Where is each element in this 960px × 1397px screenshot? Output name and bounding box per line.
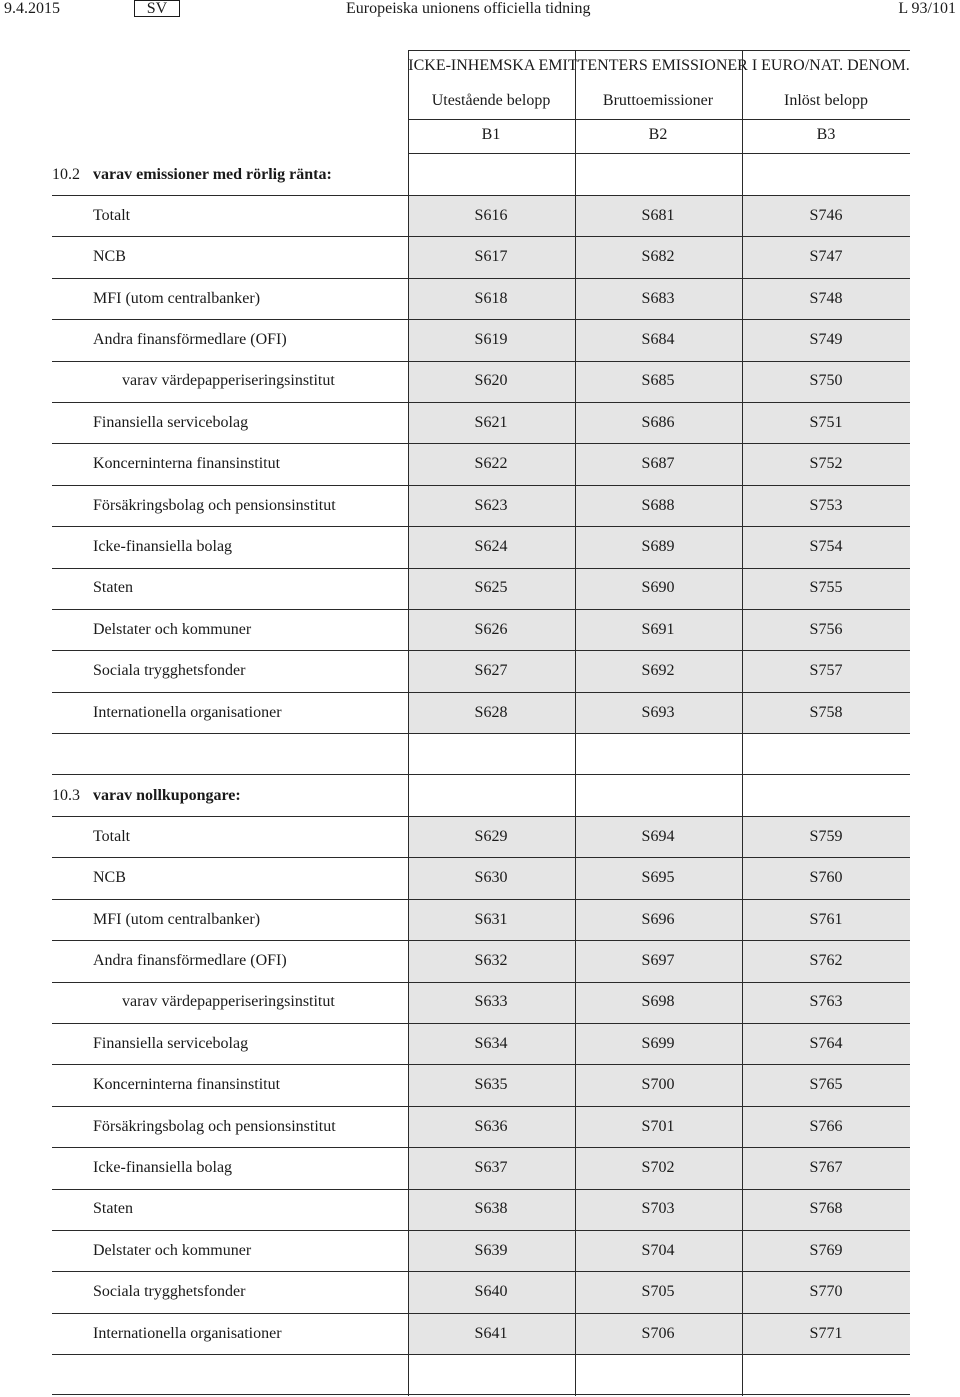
header-journal-title: Europeiska unionens officiella tidning bbox=[346, 0, 591, 17]
section-number: 10.2 bbox=[52, 166, 80, 183]
code-cell: S705 bbox=[641, 1283, 675, 1301]
column-divider-2 bbox=[575, 50, 576, 1396]
code-cell: S639 bbox=[474, 1241, 508, 1259]
code-cell: S700 bbox=[641, 1076, 675, 1094]
header-date: 9.4.2015 bbox=[4, 0, 60, 17]
column-code-3: B3 bbox=[816, 126, 836, 143]
row-label: Sociala trygghetsfonder bbox=[93, 1283, 246, 1301]
code-cell: S620 bbox=[474, 372, 508, 390]
code-cell: S750 bbox=[809, 372, 843, 390]
code-cell: S624 bbox=[474, 537, 508, 555]
row-border bbox=[52, 609, 910, 610]
code-cell: S691 bbox=[641, 620, 675, 638]
code-cell: S763 bbox=[809, 993, 843, 1011]
row-border bbox=[52, 899, 910, 900]
row-border bbox=[52, 982, 910, 983]
code-cell: S760 bbox=[809, 869, 843, 887]
code-cell: S747 bbox=[809, 248, 843, 266]
row-label: Sociala trygghetsfonder bbox=[93, 662, 246, 680]
row-label: NCB bbox=[93, 248, 126, 266]
row-border bbox=[52, 236, 910, 237]
code-cell: S694 bbox=[641, 827, 675, 845]
code-cell: S768 bbox=[809, 1200, 843, 1218]
code-cell: S703 bbox=[641, 1200, 675, 1218]
column-header-1: Utestående belopp bbox=[431, 92, 551, 109]
column-code-1: B1 bbox=[481, 126, 501, 143]
code-cell: S695 bbox=[641, 869, 675, 887]
code-cell: S702 bbox=[641, 1158, 675, 1176]
column-divider-3 bbox=[742, 50, 743, 1396]
row-border bbox=[52, 526, 910, 527]
row-border bbox=[52, 278, 910, 279]
code-cell: S637 bbox=[474, 1158, 508, 1176]
code-cell: S696 bbox=[641, 910, 675, 928]
code-cell: S757 bbox=[809, 662, 843, 680]
header-divider bbox=[408, 119, 910, 120]
row-label: Internationella organisationer bbox=[93, 703, 282, 721]
code-cell: S621 bbox=[474, 413, 508, 431]
row-border bbox=[52, 940, 910, 941]
row-border bbox=[52, 1189, 910, 1190]
group-header-label: ICKE-INHEMSKA EMITTENTERS EMISSIONER I EURO/NAT. DENOM. bbox=[408, 57, 910, 74]
row-border bbox=[52, 568, 910, 569]
row-border bbox=[52, 402, 910, 403]
section-title: varav nollkupongare: bbox=[93, 787, 241, 804]
code-cell: S761 bbox=[809, 910, 843, 928]
code-cell: S771 bbox=[809, 1324, 843, 1342]
code-cell: S685 bbox=[641, 372, 675, 390]
code-cell: S755 bbox=[809, 579, 843, 597]
row-label: Icke-finansiella bolag bbox=[93, 537, 233, 555]
row-border bbox=[52, 361, 910, 362]
code-cell: S693 bbox=[641, 703, 675, 721]
code-cell: S746 bbox=[809, 206, 843, 224]
row-border bbox=[52, 1354, 910, 1355]
code-cell: S749 bbox=[809, 330, 843, 348]
row-label: Staten bbox=[93, 579, 133, 597]
column-header-2: Bruttoemissioner bbox=[602, 92, 714, 109]
code-cell: S625 bbox=[474, 579, 508, 597]
row-label: Koncerninterna finansinstitut bbox=[93, 1076, 281, 1094]
code-cell: S758 bbox=[809, 703, 843, 721]
row-label: Delstater och kommuner bbox=[93, 620, 252, 638]
column-code-2: B2 bbox=[648, 126, 668, 143]
code-cell: S686 bbox=[641, 413, 675, 431]
code-cell: S765 bbox=[809, 1076, 843, 1094]
row-label: Staten bbox=[93, 1200, 133, 1218]
code-cell: S636 bbox=[474, 1117, 508, 1135]
row-label: Andra finansförmedlare (OFI) bbox=[93, 330, 287, 348]
header-bottom-border bbox=[408, 153, 910, 154]
row-label: varav värdepapperiseringsinstitut bbox=[122, 372, 335, 390]
row-border bbox=[52, 1313, 910, 1314]
row-label: Totalt bbox=[93, 827, 131, 845]
code-cell: S626 bbox=[474, 620, 508, 638]
code-cell: S684 bbox=[641, 330, 675, 348]
row-label: Internationella organisationer bbox=[93, 1324, 282, 1342]
section-title: varav emissioner med rörlig ränta: bbox=[93, 166, 332, 183]
row-border bbox=[52, 1106, 910, 1107]
row-label: Icke-finansiella bolag bbox=[93, 1158, 233, 1176]
row-border bbox=[52, 319, 910, 320]
code-cell: S641 bbox=[474, 1324, 508, 1342]
code-cell: S704 bbox=[641, 1241, 675, 1259]
code-cell: S701 bbox=[641, 1117, 675, 1135]
row-label: Koncerninterna finansinstitut bbox=[93, 455, 281, 473]
code-cell: S766 bbox=[809, 1117, 843, 1135]
code-cell: S756 bbox=[809, 620, 843, 638]
code-cell: S692 bbox=[641, 662, 675, 680]
code-cell: S617 bbox=[474, 248, 508, 266]
code-cell: S634 bbox=[474, 1034, 508, 1052]
code-cell: S706 bbox=[641, 1324, 675, 1342]
section-bottom-border bbox=[52, 774, 910, 775]
code-cell: S698 bbox=[641, 993, 675, 1011]
code-cell: S752 bbox=[809, 455, 843, 473]
row-label: MFI (utom centralbanker) bbox=[93, 910, 261, 928]
code-cell: S770 bbox=[809, 1283, 843, 1301]
code-cell: S689 bbox=[641, 537, 675, 555]
code-cell: S759 bbox=[809, 827, 843, 845]
row-label: NCB bbox=[93, 869, 126, 887]
code-cell: S629 bbox=[474, 827, 508, 845]
code-cell: S633 bbox=[474, 993, 508, 1011]
code-cell: S619 bbox=[474, 330, 508, 348]
code-cell: S683 bbox=[641, 289, 675, 307]
page-header bbox=[0, 0, 960, 20]
row-border bbox=[52, 650, 910, 651]
row-border bbox=[52, 857, 910, 858]
code-cell: S767 bbox=[809, 1158, 843, 1176]
code-cell: S748 bbox=[809, 289, 843, 307]
code-cell: S687 bbox=[641, 455, 675, 473]
row-label: MFI (utom centralbanker) bbox=[93, 289, 261, 307]
row-label: varav värdepapperiseringsinstitut bbox=[122, 993, 335, 1011]
row-label: Totalt bbox=[93, 206, 131, 224]
section-number: 10.3 bbox=[52, 787, 80, 804]
section-title-border bbox=[52, 816, 910, 817]
row-label: Finansiella servicebolag bbox=[93, 413, 249, 431]
row-border bbox=[52, 692, 910, 693]
code-cell: S697 bbox=[641, 951, 675, 969]
code-cell: S627 bbox=[474, 662, 508, 680]
row-border bbox=[52, 733, 910, 734]
code-cell: S762 bbox=[809, 951, 843, 969]
header-page-number: L 93/101 bbox=[898, 0, 956, 17]
code-cell: S623 bbox=[474, 496, 508, 514]
code-cell: S631 bbox=[474, 910, 508, 928]
code-cell: S753 bbox=[809, 496, 843, 514]
row-label: Delstater och kommuner bbox=[93, 1241, 252, 1259]
code-cell: S682 bbox=[641, 248, 675, 266]
table-top-border bbox=[408, 50, 910, 51]
row-label: Andra finansförmedlare (OFI) bbox=[93, 951, 287, 969]
row-border bbox=[52, 485, 910, 486]
code-cell: S622 bbox=[474, 455, 508, 473]
code-cell: S638 bbox=[474, 1200, 508, 1218]
row-border bbox=[52, 1230, 910, 1231]
header-language-box: SV bbox=[134, 0, 180, 17]
code-cell: S618 bbox=[474, 289, 508, 307]
code-cell: S632 bbox=[474, 951, 508, 969]
section-bottom-border bbox=[52, 1394, 910, 1395]
code-cell: S616 bbox=[474, 206, 508, 224]
code-cell: S681 bbox=[641, 206, 675, 224]
row-border bbox=[52, 1064, 910, 1065]
code-cell: S635 bbox=[474, 1076, 508, 1094]
column-divider-1 bbox=[408, 50, 409, 1396]
code-cell: S699 bbox=[641, 1034, 675, 1052]
code-cell: S630 bbox=[474, 869, 508, 887]
code-cell: S640 bbox=[474, 1283, 508, 1301]
row-border bbox=[52, 1147, 910, 1148]
row-label: Försäkringsbolag och pensionsinstitut bbox=[93, 496, 336, 514]
column-header-3: Inlöst belopp bbox=[784, 92, 868, 109]
code-cell: S769 bbox=[809, 1241, 843, 1259]
code-cell: S754 bbox=[809, 537, 843, 555]
section-title-border bbox=[52, 195, 910, 196]
code-cell: S688 bbox=[641, 496, 675, 514]
row-border bbox=[52, 1271, 910, 1272]
row-border bbox=[52, 443, 910, 444]
code-cell: S690 bbox=[641, 579, 675, 597]
row-label: Försäkringsbolag och pensionsinstitut bbox=[93, 1117, 336, 1135]
code-cell: S764 bbox=[809, 1034, 843, 1052]
code-cell: S628 bbox=[474, 703, 508, 721]
code-cell: S751 bbox=[809, 413, 843, 431]
row-border bbox=[52, 1023, 910, 1024]
row-label: Finansiella servicebolag bbox=[93, 1034, 249, 1052]
